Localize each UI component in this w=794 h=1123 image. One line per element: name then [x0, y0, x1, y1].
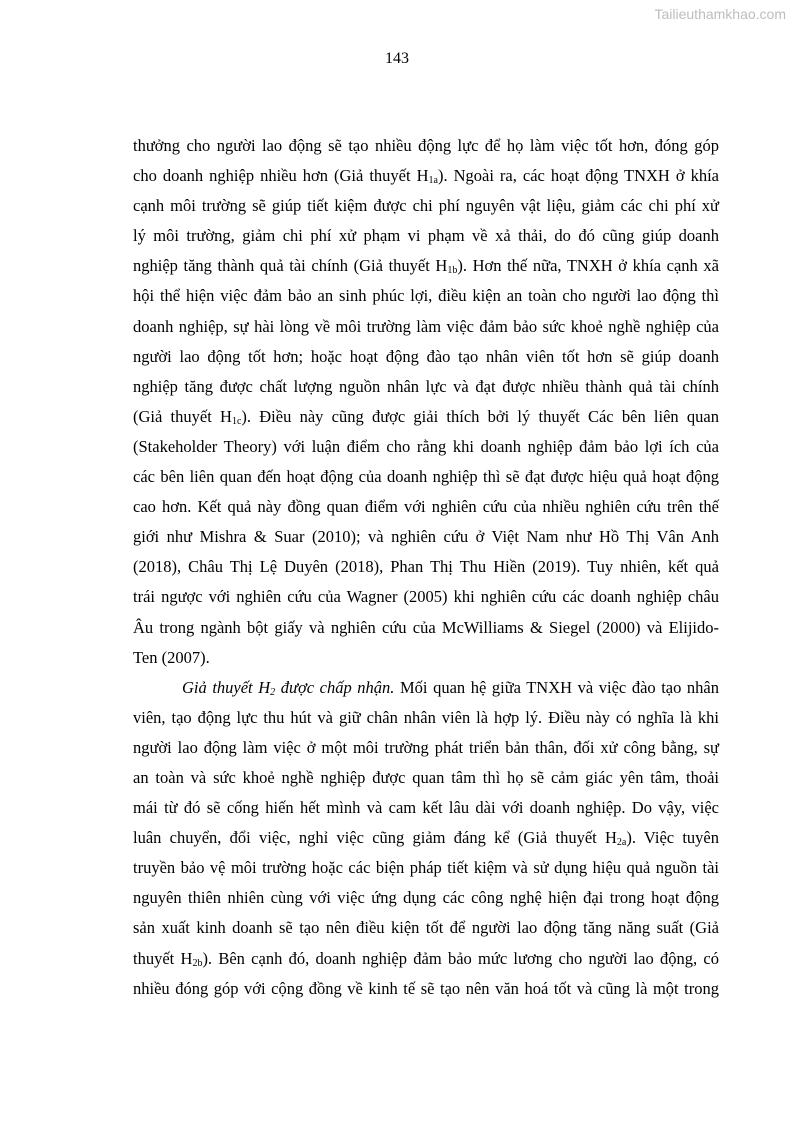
text-segment: (Stakeholder Theory) với luận điểm cho rằng khi doanh nghiệp đảm bảo lợi ích của: [133, 436, 719, 456]
text-segment: Mối quan hệ giữa TNXH và việc đào tạo nhân: [394, 677, 720, 697]
text-segment: viên, tạo động lực thu hút và giữ chân nhân viên là hợp lý. Điều này có nghĩa là khi: [133, 707, 719, 727]
text-segment: (2018), Châu Thị Lệ Duyên (2018), Phan Thị Thu Hiền (2019). Tuy nhiên, kết quả: [133, 557, 719, 577]
text-line: [133, 312, 719, 342]
text-line: [133, 823, 719, 853]
text-segment: truyền bảo vệ môi trường hoặc các biện pháp tiết kiệm và sử dụng hiệu quả nguồn tài: [133, 858, 719, 878]
text-segment: người lao động tốt hơn; hoặc hoạt động đào tạo nhân viên tốt hơn sẽ giúp doanh: [133, 346, 719, 366]
text-segment: ). Việc tuyên: [626, 828, 719, 848]
text-line: [133, 913, 719, 943]
text-segment: thuyết H: [133, 948, 193, 968]
text-segment: an toàn và sức khoẻ nghề nghiệp được quan tâm thì họ sẽ cảm giác yên tâm, thoải: [133, 767, 719, 787]
text-segment: cạnh môi trường sẽ giúp tiết kiệm được chi phí nguyên vật liệu, giảm các chi phí xử: [133, 196, 719, 216]
page-number: 143: [385, 50, 409, 67]
text-segment: ). Hơn thế nữa, TNXH ở khía cạnh xã: [457, 256, 719, 276]
text-line: [133, 673, 719, 703]
text-line: [133, 342, 719, 372]
text-segment: nghiệp tăng thành quả tài chính (Giả thuyết H: [133, 256, 448, 276]
text-line: [133, 402, 719, 432]
text-line: [133, 733, 719, 763]
text-segment: nguyên thiên nhiên cùng với việc ứng dụng các công nghệ hiện đại trong hoạt động: [133, 888, 719, 908]
subscript: 1c: [231, 415, 242, 427]
text-line: [133, 703, 719, 733]
text-line: [133, 582, 719, 612]
text-segment: ). Ngoài ra, các hoạt động TNXH ở khía: [437, 166, 719, 186]
text-segment: các bên liên quan đến hoạt động của doanh nghiệp thì sẽ đạt được hiệu quả hoạt động: [133, 467, 719, 487]
text-line: [133, 191, 719, 221]
text-line: [133, 613, 719, 643]
text-segment: được chấp nhận.: [275, 677, 395, 697]
text-line: [133, 853, 719, 883]
text-segment: ). Điều này cũng được giải thích bởi lý thuyết Các bên liên quan: [241, 406, 719, 426]
text-segment: lý môi trường, giảm chi phí xử phạm vi phạm về xả thải, do đó cũng giúp doanh: [133, 226, 719, 246]
subscript: 2a: [616, 837, 627, 849]
text-line: [133, 281, 719, 311]
text-segment: luân chuyển, đổi việc, nghỉ việc cũng giảm đáng kể (Giả thuyết H: [133, 828, 617, 848]
text-line: [133, 552, 719, 582]
body-text: [133, 131, 719, 1004]
text-line: [133, 763, 719, 793]
text-segment: mái từ đó sẽ cống hiến hết mình và cam kết lâu dài với doanh nghiệp. Do vậy, việc: [133, 798, 719, 818]
text-segment: cho doanh nghiệp nhiều hơn (Giả thuyết H: [133, 166, 429, 186]
subscript: 2b: [192, 957, 203, 969]
text-line: [133, 462, 719, 492]
text-segment: cao hơn. Kết quả này đồng quan điểm với nghiên cứu của nhiều nghiên cứu trên thế: [133, 497, 719, 517]
text-line: [133, 251, 719, 281]
text-segment: nghiệp tăng được chất lượng nguồn nhân lực và đạt được nhiều thành quả tài chính: [133, 376, 719, 396]
text-segment: giới như Mishra & Suar (2010); và nghiên cứu ở Việt Nam như Hồ Thị Vân Anh: [133, 527, 719, 547]
text-segment: sản xuất kinh doanh sẽ tạo nên điều kiện tốt để người lao động tăng năng suất (Giả: [133, 918, 719, 938]
subscript: 1a: [428, 175, 438, 187]
text-line: [133, 131, 719, 161]
text-segment: Ten (2007).: [133, 647, 210, 667]
text-segment: trái ngược với nghiên cứu của Wagner (2005) khi nghiên cứu các doanh nghiệp châu: [133, 587, 719, 607]
text-segment: thưởng cho người lao động sẽ tạo nhiều động lực để họ làm việc tốt hơn, đóng góp: [133, 136, 719, 155]
text-segment: người lao động làm việc ở một môi trường phát triển bản thân, đối xử công bằng, sự: [133, 737, 719, 757]
text-segment: ). Bên cạnh đó, doanh nghiệp đảm bảo mức lương cho người lao động, có: [202, 948, 719, 968]
subscript: 2: [270, 686, 276, 698]
text-line: [133, 793, 719, 823]
text-segment: (Giả thuyết H: [133, 406, 232, 426]
text-line: [133, 883, 719, 913]
text-line: [133, 432, 719, 462]
text-line: [133, 974, 719, 1004]
text-line: [133, 522, 719, 552]
text-line: [133, 944, 719, 974]
text-segment: nhiều đóng góp với cộng đồng về kinh tế sẽ tạo nên văn hoá tốt và cũng là một trong: [133, 978, 719, 998]
text-segment: Giả thuyết H: [182, 677, 271, 697]
subscript: 1b: [447, 265, 458, 277]
text-line: [133, 221, 719, 251]
watermark: Tailieuthamkhao.com: [654, 6, 786, 22]
text-line: [133, 492, 719, 522]
text-line: [133, 161, 719, 191]
text-segment: Âu trong ngành bột giấy và nghiên cứu của McWilliams & Siegel (2000) và Elijido-: [133, 617, 719, 637]
text-segment: doanh nghiệp, sự hài lòng về môi trường làm việc đảm bảo sức khoẻ nghề nghiệp của: [133, 316, 719, 336]
text-segment: hội thể hiện việc đảm bảo an sinh phúc lợi, điều kiện an toàn cho người lao động thì: [133, 286, 719, 306]
text-line: [133, 372, 719, 402]
text-line: [133, 643, 719, 673]
